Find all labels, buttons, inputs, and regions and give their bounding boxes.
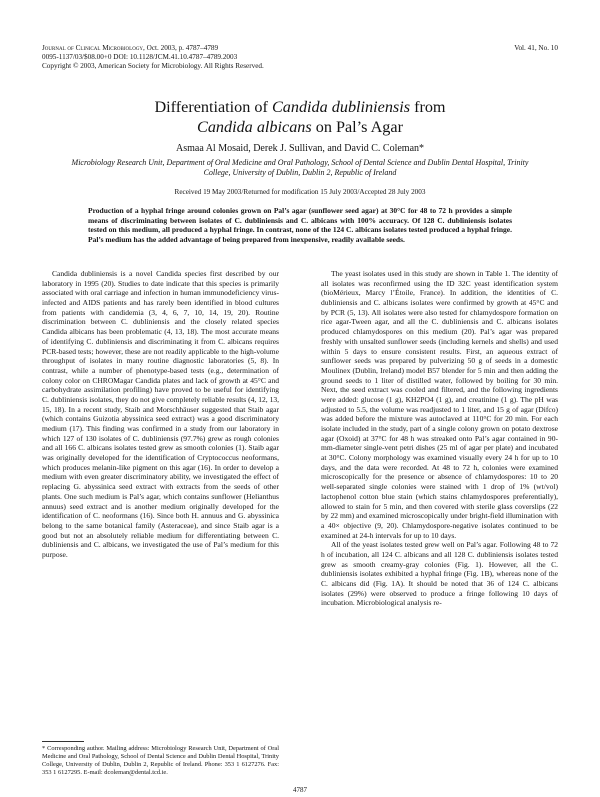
corresponding-author-footnote: * Corresponding author. Mailing address: Microbiology Research Unit, Department of Oral Medicine and Oral Pathology, School of Dental Science and Dublin Dental Hospital, Trinity College, University of Dublin, Dublin 2, Republic of Ireland. Phone: 353 1 6127276. Fax: 353 1 6127295. E-mail: dcoleman@dental.tcd.ie.	[42, 745, 279, 776]
journal-name: Journal of Clinical Microbiology	[42, 44, 144, 52]
paragraph: Candida dubliniensis is a novel Candida species first described by our laboratory in 1995 (20). Studies to date indicate that this species is primarily associated with oral carriage and infection in human immunodeficiency virus-infected and AIDS patients and has rarely been identified in blood cultures from patients with candidemia (3, 4, 6, 7, 10, 14, 19, 20). Routine discrimination between C. dubliniensis and the closely related species Candida albicans has been problematic (4, 13, 18). The most accurate means of identifying C. dubliniensis and discriminating it from C. albicans requires PCR-based tests; however, these are not readily applicable to the high-volume throughput of isolates in many routine diagnostic laboratories (5, 8). In contrast, while a number of phenotype-based tests (e.g., determination of colony color on CHROMagar Candida plates and lack of growth at 45°C and carbohydrate assimilation profiling) have proved to be useful for identifying C. dubliniensis isolates, they do not give completely reliable results (4, 12, 13, 15, 18). In a recent study, Staib and Morschhäuser suggested that Staib agar (which contains Guizotia abyssinica seed extract) was a good discriminatory medium (17). This finding was confirmed in a study from our laboratory in which 127 of 130 isolates of C. dubliniensis (97.7%) grew as rough colonies and all 166 C. albicans isolates tested grew as smooth colonies (1). Staib agar was originally developed for the identification of Cryptococcus neoformans, which produces melanin-like pigment on this agar (16). In order to develop a medium with even greater discriminatory ability, we investigated the effect of replacing G. abyssinica seed extract with extracts from the seeds of other plants. One such medium is Pal’s agar, which contains sunflower (Helianthus annuus) seed extract and is another medium originally developed for the identification of C. neoformans (16). Since both H. annuus and G. abyssinica belong to the same botanical family (Asteraceae), and since Staib agar is a good but not an absolutely reliable medium for differentiating between C. dubliniensis and C. albicans, we investigated the use of Pal’s medium for this purpose.	[42, 269, 279, 559]
authors: Asmaa Al Mosaid, Derek J. Sullivan, and David C. Coleman*	[175, 143, 425, 154]
copyright: Copyright © 2003, American Society for Microbiology. All Rights Reserved.	[42, 62, 264, 70]
right-column	[321, 269, 558, 608]
left-column	[42, 269, 279, 560]
issn-doi: 0095-1137/03/$08.00+0 DOI: 10.1128/JCM.41.10.4787–4789.2003	[42, 53, 238, 61]
citation: , Oct. 2003, p. 4787–4789	[143, 44, 219, 52]
abstract: Production of a hyphal fringe around colonies grown on Pal’s agar (sunflower seed agar) at 30°C for 48 to 72 h provides a simple means of discriminating between isolates of C. dubliniensis and C. albicans with 100% accuracy. Of 128 C. dubliniensis isolates tested on this medium, all produced a hyphal fringe. In contrast, none of the 124 C. albicans isolates tested produced a hyphal fringe. Pal’s medium has the added advantage of being prepared from inexpensive, readily available seeds.	[88, 206, 512, 244]
received-dates: Received 19 May 2003/Returned for modification 15 July 2003/Accepted 28 July 2003	[174, 188, 426, 196]
volume-label: Vol. 41, No. 10	[514, 44, 558, 52]
page-number: 4787	[293, 786, 307, 794]
footnote-rule	[42, 741, 84, 742]
paragraph: The yeast isolates used in this study are shown in Table 1. The identity of all isolates was reconfirmed using the ID 32C yeast identification system (bioMérieux, Marcy l’Étoile, France). In addition, the identities of C. dubliniensis and C. albicans isolates were confirmed by growth at 45°C and by PCR (5, 13). All isolates were also tested for chlamydospore formation on rice agar-Tween agar, and all the C. dubliniensis and C. albicans isolates produced chlamydospores on this medium (20). Pal’s agar was prepared freshly with unsalted sunflower seeds (including kernels and shells) and used within 5 days to ensure consistent results. First, an aqueous extract of sunflower seeds was prepared by pulverizing 50 g of seeds in a domestic Moulinex (Dublin, Ireland) model B57 blender for 5 min and then adding the ground seeds to 1 liter of distilled water, followed by boiling for 30 min. Next, the seed extract was cooled and filtered, and the following ingredients were added: glucose (1 g), KH2PO4 (1 g), and creatinine (1 g). The pH was adjusted to 5.5, the volume was readjusted to 1 liter, and 15 g of agar (Difco) was added before the mixture was autoclaved at 110°C for 20 min. For each isolate included in the study, part of a single colony grown on potato dextrose agar (Oxoid) at 37°C for 48 h was streaked onto Pal’s agar contained in 90-mm-diameter single-vent petri dishes (25 ml of agar per plate) and incubated at 30°C. Colony morphology was examined visually every 24 h for up to 10 days, and the data were recorded. At 48 to 72 h, colonies were examined microscopically for the presence or absence of chlamydospores: 10 to 20 well-separated single colonies were stained with 1 drop of 1% (wt/vol) lactophenol cotton blue stain (which stains chlamydospores preferentially), allowed to stain for 5 min, and then covered with sterile glass coverslips (22 by 22 mm) and examined microscopically under bright-field illumination with a 40× objective (9, 20). Chlamydospore-negative isolates continued to be examined at 24-h intervals for up to 10 days.	[321, 269, 558, 540]
journal-citation	[42, 44, 218, 53]
article-title-line-2: Candida albicans on Pal’s Agar	[197, 118, 403, 136]
paragraph: All of the yeast isolates tested grew well on Pal’s agar. Following 48 to 72 h of incubation, all 124 C. albicans and all 128 C. dubliniensis isolates tested grew as smooth creamy-gray colonies (Fig. 1). However, all the C. dubliniensis isolates exhibited a hyphal fringe (Fig. 1B), whereas none of the C. albicans did (Fig. 1A). It should be noted that 36 of 124 C. albicans isolates (29%) were observed to produce a fringe following 10 days of incubation. Microbiological analysis re-	[321, 540, 558, 608]
affiliation: Microbiology Research Unit, Department of Oral Medicine and Oral Pathology, School of Dental Science and Dublin Dental Hospital, Trinity College, University of Dublin, Dublin 2, Republic of Ireland	[71, 158, 529, 177]
article-title-line-1: Differentiation of Candida dubliniensis from	[154, 98, 446, 116]
